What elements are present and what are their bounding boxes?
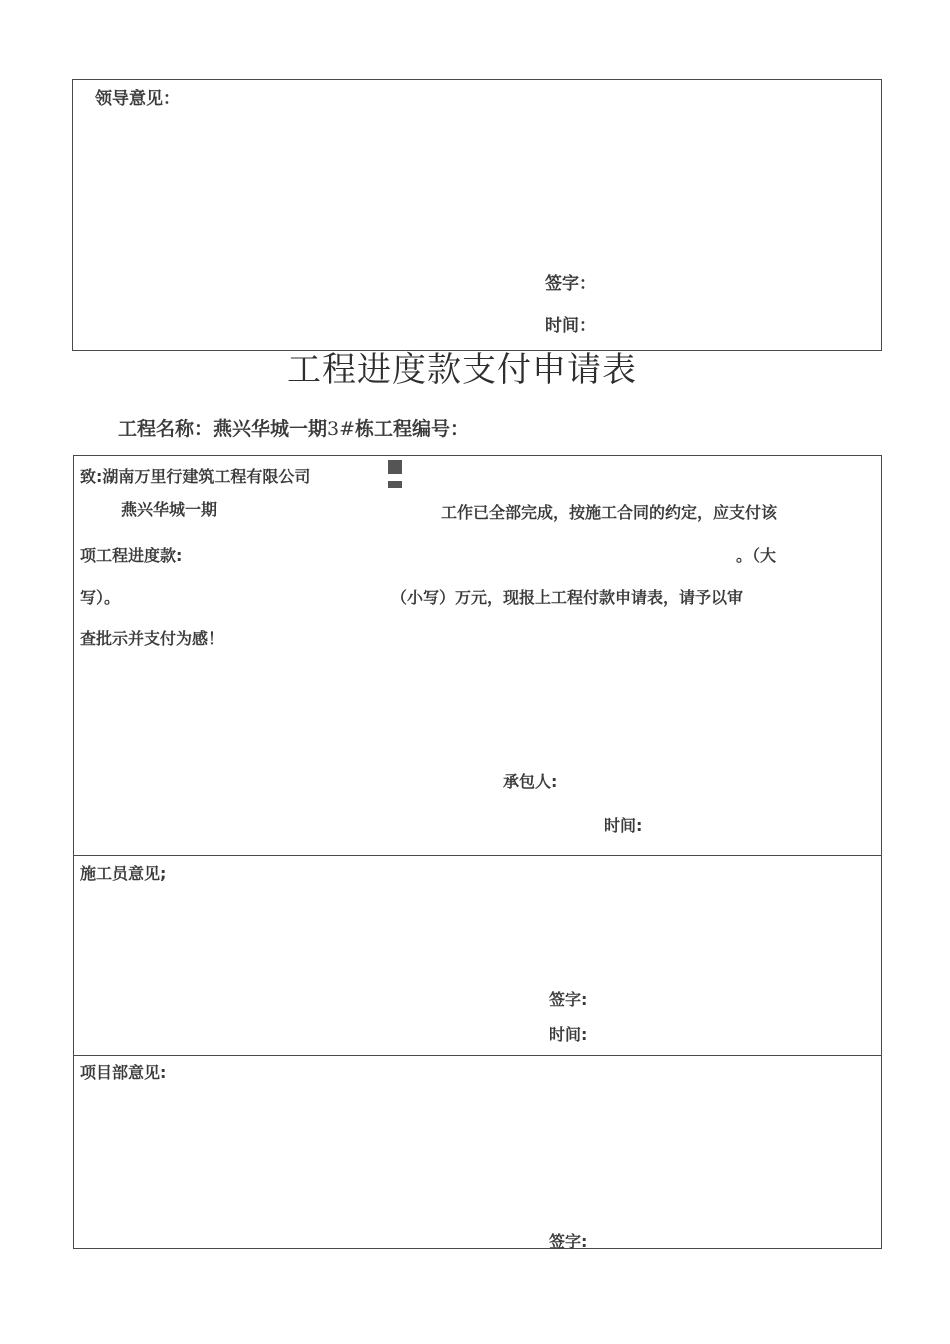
contractor-label: 承包人: (503, 772, 558, 791)
contractor-time-label: 时间: (604, 816, 643, 835)
project-name-text: 燕兴华城一期 (121, 500, 218, 519)
scan-mark-lower (388, 481, 402, 488)
amount-capital-open: 。（大 (736, 546, 777, 565)
form-divider-1 (73, 855, 882, 856)
amount-lowercase-text: （小写）万元，现报上工程付款申请表，请予以审 (391, 588, 744, 607)
page-title: 工程进度款支付申请表 (287, 350, 637, 390)
project-name-line (118, 414, 469, 441)
worker-time-label: 时间: (549, 1025, 588, 1044)
project-building-number: 3# (327, 418, 356, 440)
dept-sign-label: 签字: (549, 1232, 588, 1251)
leader-opinion-label: 领导意见： (95, 89, 180, 109)
form-divider-2 (73, 1055, 882, 1056)
leader-sign-label: 签字： (545, 274, 596, 294)
scan-mark-upper (388, 460, 402, 474)
project-name-suffix: 栋工程编号： (355, 418, 470, 440)
addressee-line: 致:湖南万里行建筑工程有限公司 (80, 467, 311, 486)
completion-statement: 工作已全部完成，按施工合同的约定，应支付该 (441, 503, 778, 522)
progress-payment-label: 项工程进度款: (80, 546, 183, 565)
leader-opinion-box (72, 79, 882, 351)
dept-opinion-label: 项目部意见: (80, 1063, 167, 1082)
worker-opinion-label: 施工员意见; (80, 864, 167, 883)
leader-time-label: 时间： (545, 316, 596, 336)
payment-form-table (73, 455, 882, 1249)
amount-capital-close: 写）。 (80, 588, 121, 607)
approval-request-text: 查批示并支付为感！ (80, 629, 225, 648)
worker-sign-label: 签字: (549, 990, 588, 1009)
project-name-prefix: 工程名称：燕兴华城一期 (118, 418, 328, 440)
